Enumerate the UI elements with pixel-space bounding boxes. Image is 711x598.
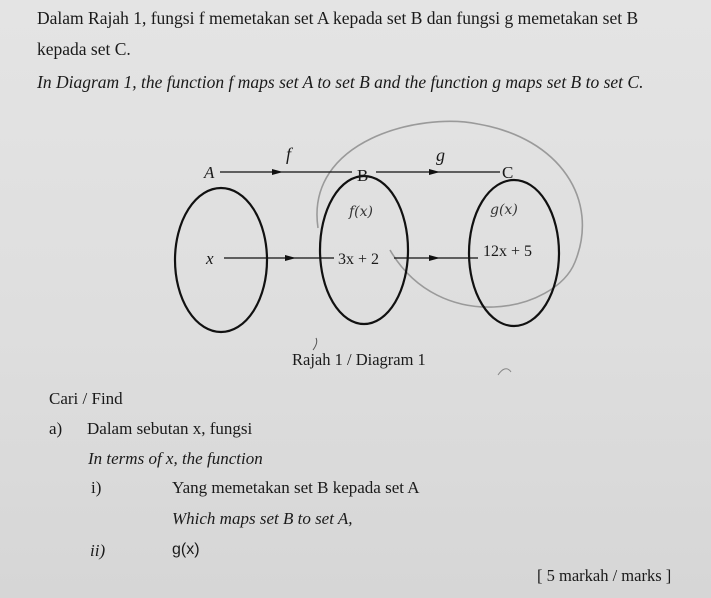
stray-pencil-mark xyxy=(313,338,317,350)
question-a-label: a) xyxy=(49,419,63,438)
set-A-ellipse xyxy=(175,188,267,332)
intro-malay-line2: kepada set C. xyxy=(37,39,131,59)
elem-arrowhead-g xyxy=(429,255,440,261)
find-heading: Cari / Find xyxy=(49,389,123,408)
question-a-english: In terms of x, the function xyxy=(88,449,263,468)
set-label-C: C xyxy=(502,163,514,182)
intro-english: In Diagram 1, the function f maps set A to set B and the function g maps set B to set C. xyxy=(37,72,644,92)
element-C: 12x + 5 xyxy=(483,243,533,260)
marks-label: [ 5 markah / marks ] xyxy=(537,566,672,585)
question-i-label: i) xyxy=(91,478,102,497)
top-arrowhead-f xyxy=(272,169,283,175)
set-label-B: B xyxy=(357,166,369,185)
question-a-text: Dalam sebutan x, fungsi xyxy=(87,419,253,438)
question-i-english: Which maps set B to set A, xyxy=(172,509,353,528)
diagram-caption: Rajah 1 / Diagram 1 xyxy=(292,350,426,369)
question-ii-text: g(x) xyxy=(172,541,200,558)
function-label-f: f xyxy=(286,144,292,164)
question-i-text: Yang memetakan set B kepada set A xyxy=(172,478,420,497)
intro-malay-line1: Dalam Rajah 1, fungsi f memetakan set A kepada set B dan fungsi g memetakan set B xyxy=(37,8,639,28)
question-ii-label: ii) xyxy=(90,541,106,560)
set-label-A: A xyxy=(204,163,215,182)
handwritten-gx: g(x) xyxy=(490,202,518,218)
function-label-g: g xyxy=(436,145,445,165)
element-B: 3x + 2 xyxy=(338,251,380,268)
handwritten-fx: f(x) xyxy=(349,204,374,220)
top-arrowhead-g xyxy=(429,169,440,175)
element-A: x xyxy=(206,249,214,268)
set-B-ellipse xyxy=(320,176,408,324)
elem-arrowhead-f xyxy=(285,255,296,261)
stray-pencil-mark-2 xyxy=(498,369,511,375)
